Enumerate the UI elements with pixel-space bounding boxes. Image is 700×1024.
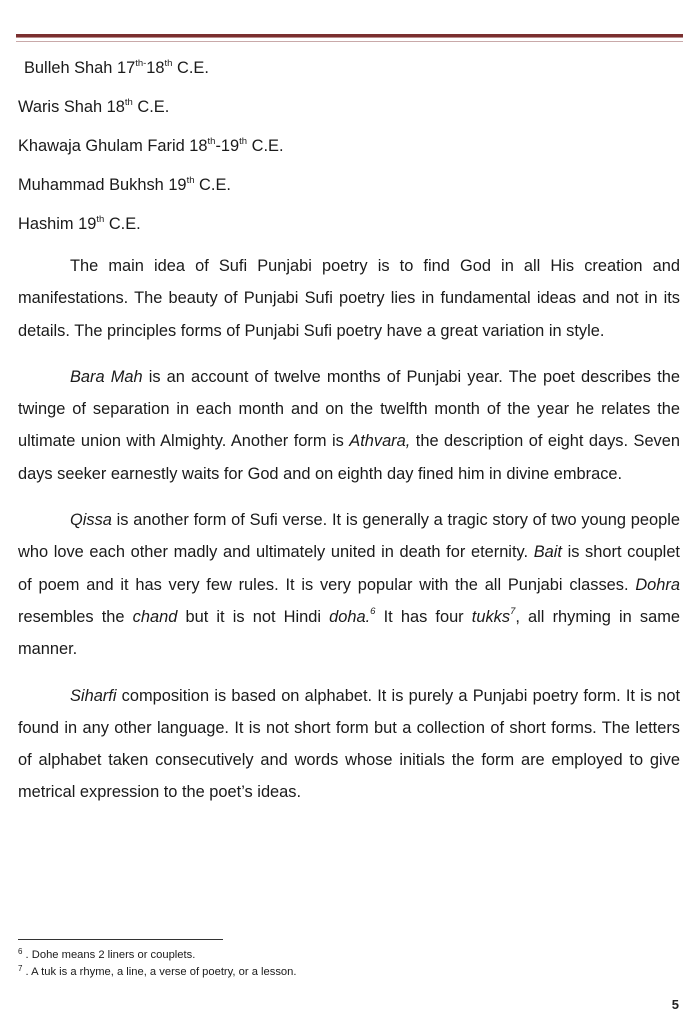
paragraph-text: The main idea of Sufi Punjabi poetry is to find God in all His creation and manifestations. The beauty of Punjabi Sufi poetry lies in fundamental ideas and not in its details. The principles forms of Punjabi Sufi poetry have a great variation in style. [18,257,680,340]
poet-name: Bulleh Shah 17 [24,59,136,77]
term-tukks: tukks [471,607,511,626]
poet-sup: th- [135,58,147,69]
poet-era: C.E. [132,98,170,116]
paragraph-text: It has four [375,607,472,626]
paragraph-text: composition is based on alphabet. It is purely a Punjabi poetry form. It is not found in any other language. It is not short form but a collection of short forms. The letters of alphabet taken consecutively and words whose initials the form are employed to give metrical expression to the poet’s ideas. [18,686,680,802]
poet-mid: 18 [146,59,165,77]
term-chand: chand [132,607,178,626]
term-qissa: Qissa [70,511,112,530]
header-rule [16,34,683,38]
page-number: 5 [671,997,679,1012]
footnote-6 [18,947,296,964]
poet-line-bulleh-shah [18,58,680,78]
poet-era: C.E. [104,215,141,233]
poet-line-ghulam-farid [18,136,680,156]
term-bara-mah: Bara Mah [70,367,143,386]
footnote-text: . Dohe means 2 liners or couplets. [22,949,196,961]
poet-sup: th [186,175,195,186]
poet-name: Muhammad Bukhsh 19 [18,176,187,194]
header-rule-thin [16,41,683,42]
paragraph-bara-mah [18,361,680,490]
footnote-7 [18,964,296,981]
poet-name: Hashim 19 [18,215,97,233]
poet-sup: th [207,136,216,147]
page-body [18,58,680,809]
paragraph-text: but it is not Hindi [177,607,330,626]
poet-name: Waris Shah 18 [18,98,125,116]
poet-line-muhammad-bukhsh [18,175,680,195]
poet-mid: -19 [215,137,240,155]
paragraph-text: is an account of twelve months of Punjabi year. The poet describes the twinge of separation in each month and on the twelfth month of the year he relates the ultimate union with Almighty. Another form is [18,367,681,451]
poet-era: C.E. [172,59,209,77]
footnotes [18,947,296,981]
paragraph-text: , all rhyming in same manner. [18,607,680,659]
poet-era: C.E. [194,176,231,194]
paragraph-qissa [18,504,680,665]
paragraph-text: is short couplet of poem and it has very few rules. It is very popular with the all Punjabi classes. [18,543,680,594]
term-bait: Bait [533,543,562,562]
poet-sup: th [239,136,248,147]
footnote-separator [18,939,223,940]
poet-sup: th [96,214,105,225]
footnote-ref-6[interactable]: 6 [370,605,376,617]
poet-line-hashim [18,214,680,234]
paragraph-text: resembles the [18,607,133,626]
term-siharfi: Siharfi [70,686,117,705]
poet-name: Khawaja Ghulam Farid 18 [18,137,208,155]
footnote-ref-7[interactable]: 7 [510,605,516,617]
paragraph-text: is another form of Sufi verse. It is generally a tragic story of two young people who love each other madly and ultimately united in death for eternity. [18,511,680,562]
term-dohra: Dohra [635,575,680,594]
footnote-number: 7 [18,964,23,973]
footnote-number: 6 [18,947,23,956]
poet-sup: th [164,58,173,69]
poet-line-waris-shah [18,97,680,117]
footnote-text: . A tuk is a rhyme, a line, a verse of poetry, or a lesson. [22,966,297,978]
term-doha: doha. [329,607,371,626]
term-athvara: Athvara, [349,432,411,451]
poet-era: C.E. [247,137,284,155]
paragraph-siharfi [18,680,680,809]
paragraph-sufi-poetry-idea [18,250,680,347]
poet-sup: th [124,97,133,108]
paragraph-text: the description of eight days. Seven days seeker earnestly waits for God and on eighth day fined him in divine embrace. [18,432,680,483]
